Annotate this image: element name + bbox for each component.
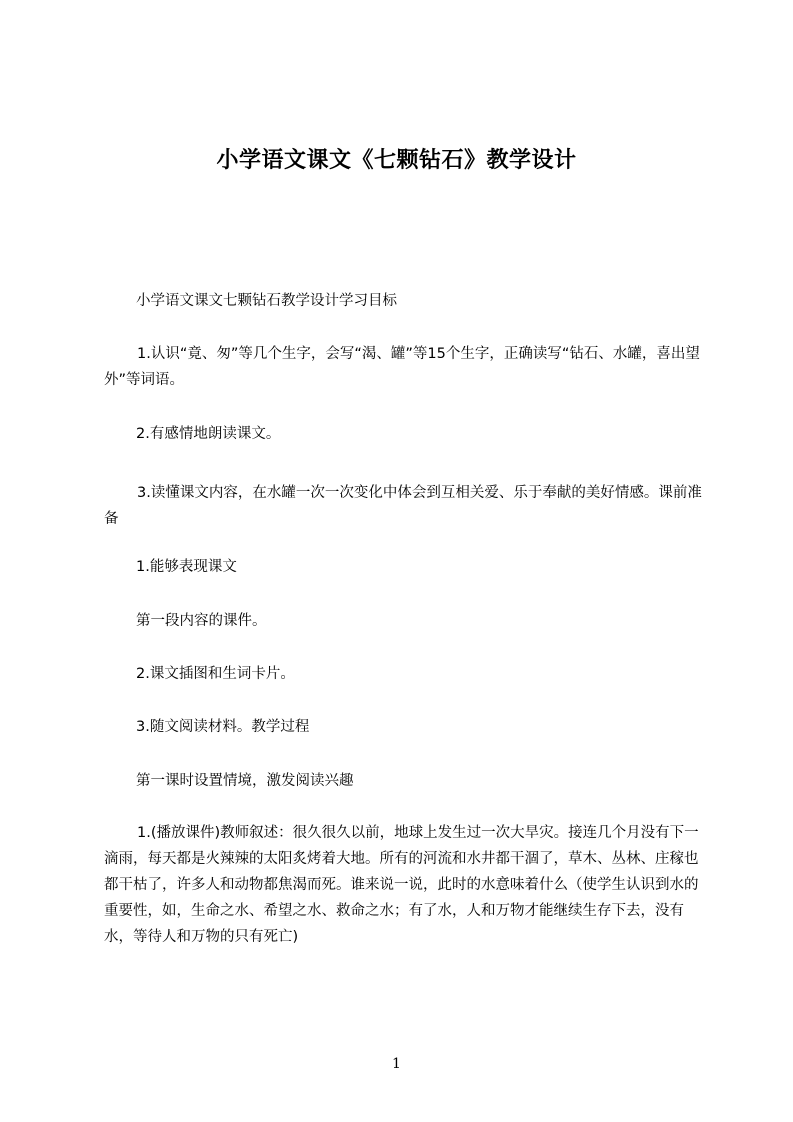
paragraph-objective-1: 1.认识“竟、匆”等几个生字，会写“渴、罐”等15个生字，正确读写“钻石、水罐，喜出望外”等词语。: [104, 346, 700, 388]
paragraph-objective-2: 2.有感情地朗读课文。: [136, 426, 281, 442]
paragraph-prep-1-cont: 第一段内容的课件。: [136, 613, 267, 629]
paragraph-objective-3: 3.读懂课文内容，在水罐一次一次变化中体会到互相关爱、乐于奉献的美好情感。课前准备: [104, 485, 702, 527]
paragraph-objectives-heading: 小学语文课文七颗钻石教学设计学习目标: [136, 293, 397, 309]
paragraph-prep-3: 3.随文阅读材料。教学过程: [136, 719, 310, 735]
paragraph-prep-1: 1.能够表现课文: [136, 559, 237, 575]
paragraph-lesson-1: 1.(播放课件)教师叙述：很久很久以前，地球上发生过一次大旱灾。接连几个月没有下一滴雨，每天都是火辣辣的太阳炙烤着大地。所有的河流和水井都干涸了，草木、丛林、庄稼也都干枯了，许多人和动物都焦渴而死。谁来说一说，此时的水意味着什么（使学生认识到水的重要性，如，生命之水、希望之水、救命之水；有了水，人和万物才能继续生存下去，没有水，等待人和万物的只有死亡): [104, 825, 699, 945]
paragraph-lesson-heading: 第一课时设置情境，激发阅读兴趣: [136, 773, 354, 789]
paragraph-prep-2: 2.课文插图和生词卡片。: [136, 666, 295, 682]
document-title: 小学语文课文《七颗钻石》教学设计: [216, 148, 577, 173]
page-number: 1: [392, 1056, 401, 1072]
